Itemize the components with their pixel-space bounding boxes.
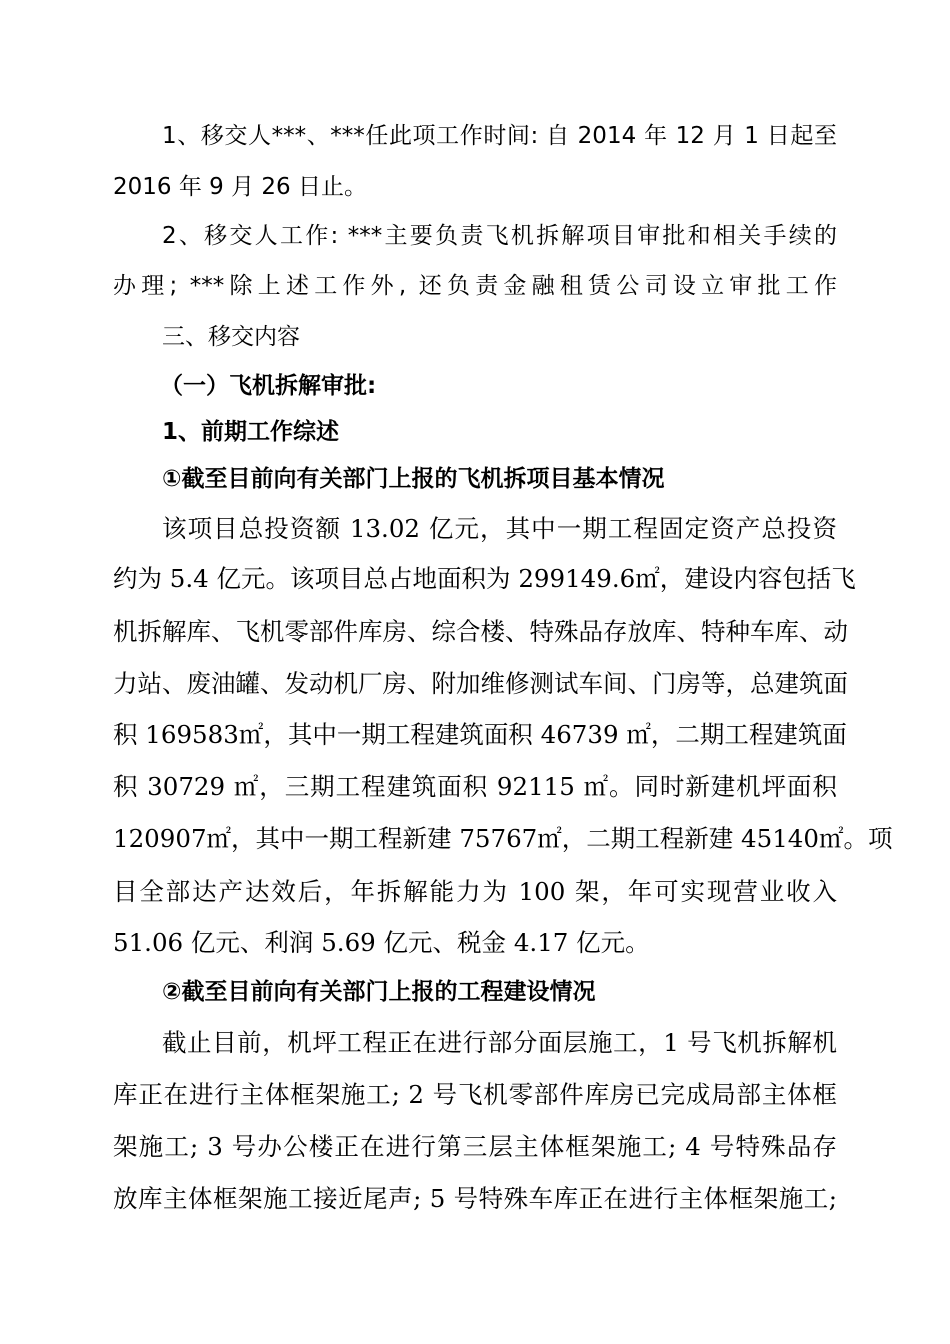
paragraph-line: 积 30729 ㎡，三期工程建筑面积 92115 ㎡。同时新建机坪面积 (113, 772, 837, 801)
paragraph-line: 放库主体框架施工接近尾声; 5 号特殊车库正在进行主体框架施工; (113, 1184, 837, 1213)
item-heading: 1、前期工作综述 (162, 419, 340, 445)
paragraph-line: 库正在进行主体框架施工; 2 号飞机零部件库房已完成局部主体框 (113, 1080, 837, 1109)
item-subheading: ①截至目前向有关部门上报的飞机拆项目基本情况 (162, 466, 665, 492)
paragraph-line: 1、移交人***、***任此项工作时间: 自 2014 年 12 月 1 日起至 (162, 123, 837, 149)
paragraph-line: 积 169583㎡，其中一期工程建筑面积 46739 ㎡，二期工程建筑面 (113, 720, 847, 749)
paragraph-line: 120907㎡，其中一期工程新建 75767㎡，二期工程新建 45140㎡。项 (113, 824, 893, 853)
paragraph-line: 办理; ***除上述工作外, 还负责金融租赁公司设立审批工作 (113, 273, 837, 299)
subsection-heading: （一）飞机拆解审批: (160, 373, 377, 399)
paragraph-line: 2、移交人工作: ***主要负责飞机拆解项目审批和相关手续的 (162, 223, 837, 249)
item-subheading: ②截至目前向有关部门上报的工程建设情况 (162, 979, 596, 1005)
paragraph-line: 机拆解库、飞机零部件库房、综合楼、特殊品存放库、特种车库、动 (113, 617, 848, 646)
paragraph-line: 架施工; 3 号办公楼正在进行第三层主体框架施工; 4 号特殊品存 (113, 1132, 837, 1161)
paragraph-line: 截止目前，机坪工程正在进行部分面层施工，1 号飞机拆解机 (162, 1028, 837, 1057)
paragraph-line: 2016 年 9 月 26 日止。 (113, 174, 367, 200)
paragraph-line: 该项目总投资额 13.02 亿元，其中一期工程固定资产总投资 (162, 514, 837, 543)
paragraph-line: 约为 5.4 亿元。该项目总占地面积为 299149.6㎡，建设内容包括飞 (113, 564, 856, 593)
paragraph-line: 力站、废油罐、发动机厂房、附加维修测试车间、门房等，总建筑面 (113, 669, 848, 698)
paragraph-line: 51.06 亿元、利润 5.69 亿元、税金 4.17 亿元。 (113, 928, 650, 957)
section-heading: 三、移交内容 (162, 324, 300, 350)
paragraph-line: 目全部达产达效后，年拆解能力为 100 架，年可实现营业收入 (113, 877, 837, 906)
